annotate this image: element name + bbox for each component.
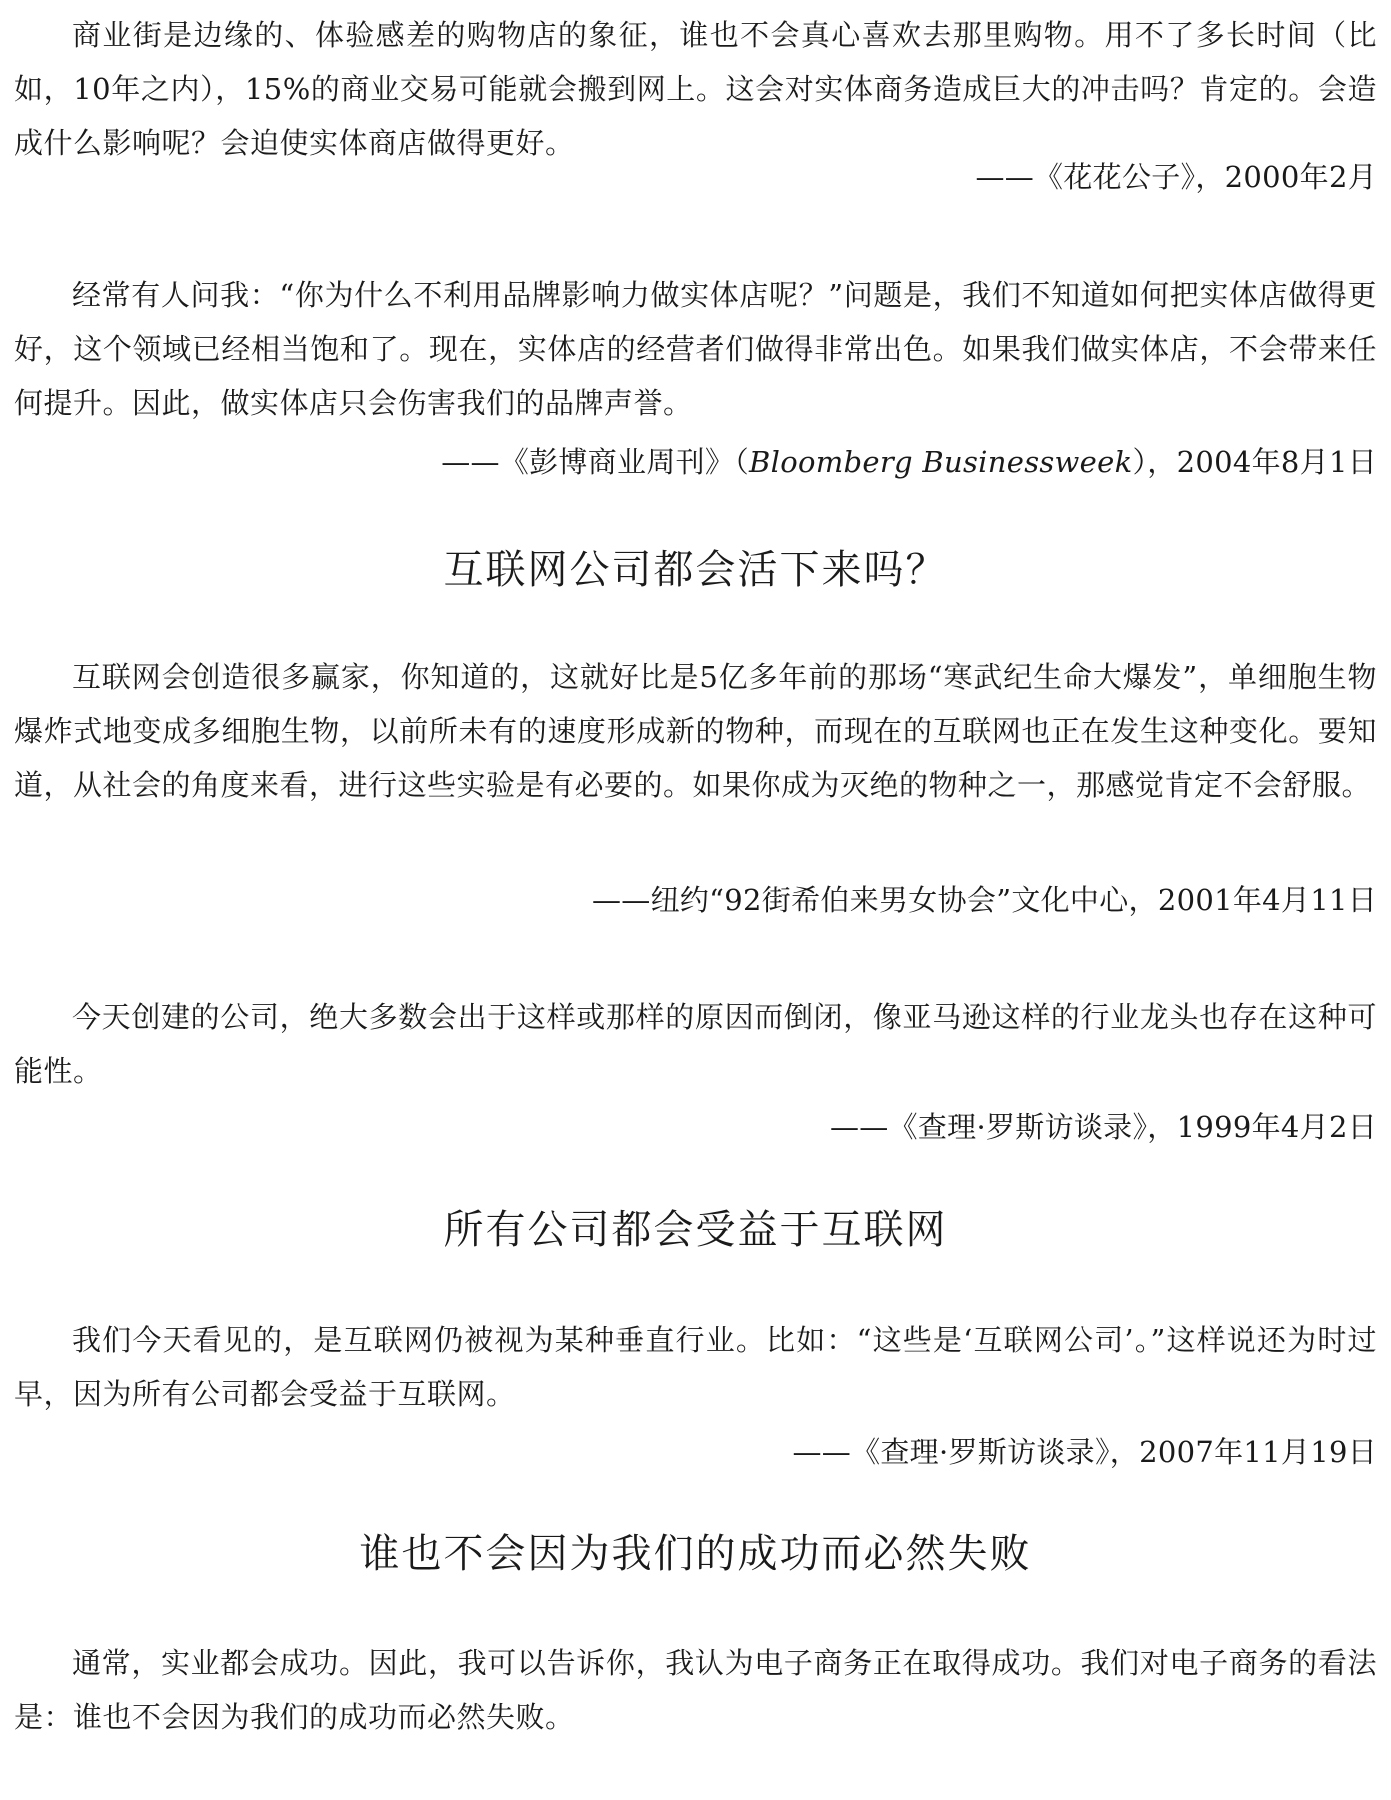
attribution-playboy: ——《花花公子》，2000年2月 [975,160,1377,194]
attribution-bloomberg-before: ——《彭博商业周刊》（ [441,445,750,479]
paragraph-cambrian-explosion: 互联网会创造很多赢家，你知道的，这就好比是5亿多年前的那场“寒武纪生命大爆发”，单细胞生物爆炸式地变成多细胞生物，以前所未有的速度形成新的物种，而现在的互联网也正在发生这种变化。要知道，从社会的角度来看，进行这些实验是有必要的。如果你成为灭绝的物种之一，那感觉肯定不会舒服。 [14,660,1377,802]
heading-no-one-must-fail: 谁也不会因为我们的成功而必然失败 [359,1531,1032,1577]
attribution-92nd-street-y: ——纽约“92街希伯来男女协会”文化中心，2001年4月11日 [591,883,1377,917]
heading-all-companies-benefit: 所有公司都会受益于互联网 [443,1207,948,1253]
attribution-bloomberg-italic: Bloomberg Businessweek [749,445,1133,479]
attribution-bloomberg [14,435,1377,489]
paragraph-mall-shopping: 商业街是边缘的、体验感差的购物店的象征，谁也不会真心喜欢去那里购物。用不了多长时间（比如，10年之内），15%的商业交易可能就会搬到网上。这会对实体商务造成巨大的冲击吗？肯定的。会造成什么影响呢？会迫使实体商店做得更好。 [14,18,1377,160]
paragraph-vertical-industry: 我们今天看见的，是互联网仍被视为某种垂直行业。比如：“这些是‘互联网公司’。”这样说还为时过早，因为所有公司都会受益于互联网。 [14,1323,1377,1411]
paragraph-companies-fail: 今天创建的公司，绝大多数会出于这样或那样的原因而倒闭，像亚马逊这样的行业龙头也存在这种可能性。 [14,1000,1377,1088]
paragraph-physical-stores: 经常有人问我：“你为什么不利用品牌影响力做实体店呢？”问题是，我们不知道如何把实体店做得更好，这个领域已经相当饱和了。现在，实体店的经营者们做得非常出色。如果我们做实体店，不会带来任何提升。因此，做实体店只会伤害我们的品牌声誉。 [14,278,1377,420]
attribution-charlie-rose-1999: ——《查理·罗斯访谈录》，1999年4月2日 [829,1110,1377,1144]
heading-internet-companies-survive: 互联网公司都会活下来吗？ [443,547,948,593]
attribution-charlie-rose-2007: ——《查理·罗斯访谈录》，2007年11月19日 [792,1435,1377,1469]
attribution-bloomberg-after: ），2004年8月1日 [1132,445,1377,479]
paragraph-ecommerce-success: 通常，实业都会成功。因此，我可以告诉你，我认为电子商务正在取得成功。我们对电子商务的看法是：谁也不会因为我们的成功而必然失败。 [14,1646,1377,1734]
